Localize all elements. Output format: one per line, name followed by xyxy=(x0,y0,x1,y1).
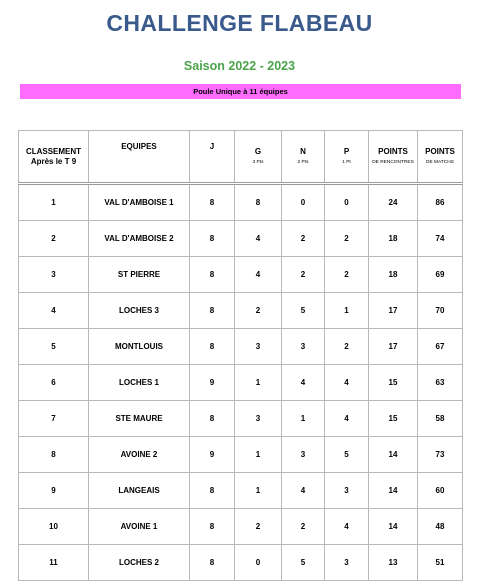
drawn-cell: 1 xyxy=(282,401,325,437)
points-matches-cell: 58 xyxy=(418,401,463,437)
team-cell: LANGEAIS xyxy=(89,473,190,509)
lost-cell: 2 xyxy=(325,329,369,365)
won-cell: 4 xyxy=(235,257,282,293)
header-points-meetings-label: POINTS xyxy=(378,146,408,156)
standings-body xyxy=(19,184,463,581)
header-played-label: J xyxy=(209,142,215,151)
rank-cell: 10 xyxy=(19,509,89,545)
lost-cell: 0 xyxy=(325,184,369,221)
header-points-matches xyxy=(418,131,463,184)
table-row xyxy=(19,293,463,329)
drawn-cell: 4 xyxy=(282,365,325,401)
lost-cell: 2 xyxy=(325,221,369,257)
drawn-cell: 2 xyxy=(282,257,325,293)
table-row xyxy=(19,545,463,581)
team-cell: VAL D'AMBOISE 1 xyxy=(89,184,190,221)
team-cell: LOCHES 1 xyxy=(89,365,190,401)
header-lost-sub: 1 Pt xyxy=(342,159,351,165)
played-cell: 8 xyxy=(190,401,235,437)
played-cell: 8 xyxy=(190,221,235,257)
table-row xyxy=(19,437,463,473)
lost-cell: 4 xyxy=(325,509,369,545)
drawn-cell: 2 xyxy=(282,221,325,257)
points-meetings-cell: 18 xyxy=(369,257,418,293)
table-row xyxy=(19,473,463,509)
drawn-cell: 3 xyxy=(282,329,325,365)
team-cell: AVOINE 1 xyxy=(89,509,190,545)
table-row xyxy=(19,509,463,545)
drawn-cell: 2 xyxy=(282,509,325,545)
team-cell: VAL D'AMBOISE 2 xyxy=(89,221,190,257)
played-cell: 8 xyxy=(190,184,235,221)
played-cell: 8 xyxy=(190,509,235,545)
team-cell: LOCHES 3 xyxy=(89,293,190,329)
points-meetings-cell: 17 xyxy=(369,329,418,365)
rank-cell: 3 xyxy=(19,257,89,293)
lost-cell: 4 xyxy=(325,365,369,401)
won-cell: 0 xyxy=(235,545,282,581)
group-banner: Poule Unique à 11 équipes xyxy=(20,84,461,99)
drawn-cell: 5 xyxy=(282,545,325,581)
header-won-sub: 3 Pts xyxy=(252,159,264,165)
team-cell: MONTLOUIS xyxy=(89,329,190,365)
points-meetings-cell: 14 xyxy=(369,509,418,545)
header-points-matches-sub: DE MATCHS xyxy=(426,159,454,165)
points-matches-cell: 73 xyxy=(418,437,463,473)
won-cell: 3 xyxy=(235,401,282,437)
table-row xyxy=(19,184,463,221)
points-matches-cell: 63 xyxy=(418,365,463,401)
team-cell: STE MAURE xyxy=(89,401,190,437)
rank-cell: 2 xyxy=(19,221,89,257)
points-matches-cell: 69 xyxy=(418,257,463,293)
header-rank-line2: Après le T 9 xyxy=(30,156,77,166)
season-subtitle: Saison 2022 - 2023 xyxy=(183,59,296,73)
table-row xyxy=(19,401,463,437)
rank-cell: 4 xyxy=(19,293,89,329)
header-points-matches-label: POINTS xyxy=(425,146,455,156)
drawn-cell: 3 xyxy=(282,437,325,473)
points-matches-cell: 51 xyxy=(418,545,463,581)
header-points-meetings-sub: DE RENCONTRES xyxy=(372,159,414,165)
played-cell: 8 xyxy=(190,473,235,509)
lost-cell: 3 xyxy=(325,473,369,509)
rank-cell: 8 xyxy=(19,437,89,473)
header-team-label: EQUIPES xyxy=(121,142,157,151)
header-rank-line1: CLASSEMENT xyxy=(25,146,82,156)
played-cell: 8 xyxy=(190,293,235,329)
points-matches-cell: 60 xyxy=(418,473,463,509)
points-matches-cell: 48 xyxy=(418,509,463,545)
table-row xyxy=(19,365,463,401)
rank-cell: 5 xyxy=(19,329,89,365)
lost-cell: 4 xyxy=(325,401,369,437)
team-cell: ST PIERRE xyxy=(89,257,190,293)
won-cell: 1 xyxy=(235,437,282,473)
lost-cell: 2 xyxy=(325,257,369,293)
played-cell: 8 xyxy=(190,329,235,365)
table-header-row xyxy=(19,131,463,184)
points-meetings-cell: 14 xyxy=(369,473,418,509)
lost-cell: 1 xyxy=(325,293,369,329)
table-row xyxy=(19,329,463,365)
points-matches-cell: 86 xyxy=(418,184,463,221)
table-row xyxy=(19,257,463,293)
team-cell: AVOINE 2 xyxy=(89,437,190,473)
header-drawn-label: N xyxy=(300,146,306,156)
won-cell: 8 xyxy=(235,184,282,221)
points-meetings-cell: 13 xyxy=(369,545,418,581)
played-cell: 9 xyxy=(190,437,235,473)
won-cell: 2 xyxy=(235,293,282,329)
header-drawn-sub: 2 Pts xyxy=(297,159,309,165)
points-meetings-cell: 18 xyxy=(369,221,418,257)
rank-cell: 1 xyxy=(19,184,89,221)
points-meetings-cell: 17 xyxy=(369,293,418,329)
points-matches-cell: 67 xyxy=(418,329,463,365)
points-meetings-cell: 24 xyxy=(369,184,418,221)
header-played xyxy=(190,131,235,184)
played-cell: 8 xyxy=(190,545,235,581)
rank-cell: 7 xyxy=(19,401,89,437)
points-matches-cell: 74 xyxy=(418,221,463,257)
drawn-cell: 4 xyxy=(282,473,325,509)
points-meetings-cell: 14 xyxy=(369,437,418,473)
points-matches-cell: 70 xyxy=(418,293,463,329)
points-meetings-cell: 15 xyxy=(369,401,418,437)
won-cell: 1 xyxy=(235,473,282,509)
lost-cell: 5 xyxy=(325,437,369,473)
header-won xyxy=(235,131,282,184)
header-lost xyxy=(325,131,369,184)
header-lost-label: P xyxy=(343,146,350,156)
team-cell: LOCHES 2 xyxy=(89,545,190,581)
header-drawn xyxy=(282,131,325,184)
header-points-meetings xyxy=(369,131,418,184)
standings-table xyxy=(18,130,463,581)
won-cell: 4 xyxy=(235,221,282,257)
rank-cell: 6 xyxy=(19,365,89,401)
drawn-cell: 5 xyxy=(282,293,325,329)
header-won-label: G xyxy=(254,146,262,156)
rank-cell: 9 xyxy=(19,473,89,509)
lost-cell: 3 xyxy=(325,545,369,581)
points-meetings-cell: 15 xyxy=(369,365,418,401)
played-cell: 8 xyxy=(190,257,235,293)
played-cell: 9 xyxy=(190,365,235,401)
won-cell: 3 xyxy=(235,329,282,365)
rank-cell: 11 xyxy=(19,545,89,581)
table-row xyxy=(19,221,463,257)
won-cell: 2 xyxy=(235,509,282,545)
header-team xyxy=(89,131,190,184)
drawn-cell: 0 xyxy=(282,184,325,221)
won-cell: 1 xyxy=(235,365,282,401)
page-title: CHALLENGE FLABEAU xyxy=(106,10,373,36)
header-rank xyxy=(19,131,89,184)
